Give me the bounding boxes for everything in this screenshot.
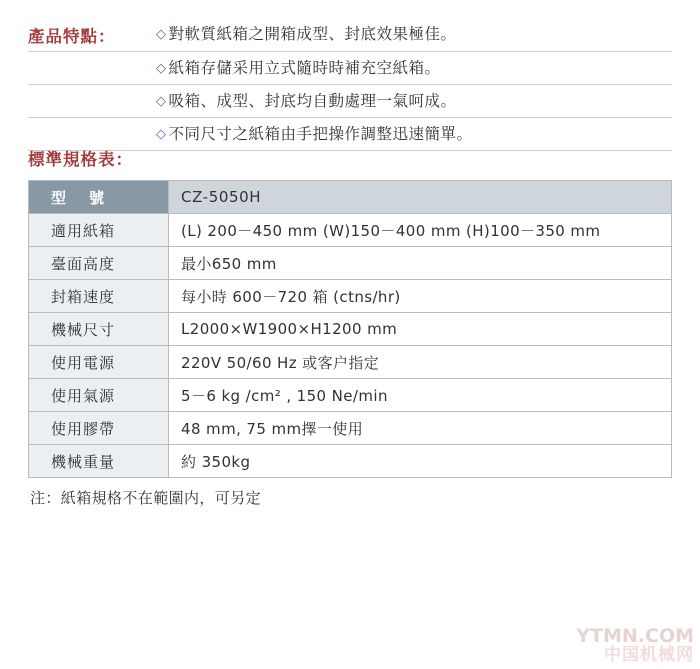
spec-label: 型 號 xyxy=(29,181,169,214)
watermark xyxy=(576,627,694,665)
feature-row xyxy=(28,85,672,118)
spec-value: 48 mm, 75 mm擇一使用 xyxy=(169,412,672,445)
spec-label: 機械重量 xyxy=(29,445,169,478)
product-features-block xyxy=(28,18,672,151)
table-row xyxy=(29,247,672,280)
feature-item-text xyxy=(156,23,457,46)
spec-label: 封箱速度 xyxy=(29,280,169,313)
watermark-site-name-cn: 中国机械网 xyxy=(604,645,694,666)
spec-value: 220V 50/60 Hz 或客户指定 xyxy=(169,346,672,379)
spec-table xyxy=(28,180,672,478)
diamond-bullet-icon: ◇ xyxy=(156,61,167,76)
table-row xyxy=(29,379,672,412)
feature-item-text xyxy=(156,57,441,80)
feature-item-label: 紙箱存儲采用立式隨時時補充空紙箱。 xyxy=(168,59,441,77)
spec-value: (L) 200－450 mm (W)150－400 mm (H)100－350 mm xyxy=(169,214,672,247)
feature-item-label: 不同尺寸之紙箱由手把操作調整迅速簡單。 xyxy=(168,125,473,143)
features-title: 產品特點： xyxy=(28,27,116,46)
feature-item-label: 對軟質紙箱之開箱成型、封底效果極佳。 xyxy=(168,25,457,43)
spec-label: 適用紙箱 xyxy=(29,214,169,247)
diamond-bullet-icon: ◇ xyxy=(156,127,167,142)
spec-label: 使用膠帶 xyxy=(29,412,169,445)
spec-label: 使用電源 xyxy=(29,346,169,379)
spec-label: 機械尺寸 xyxy=(29,313,169,346)
table-row xyxy=(29,280,672,313)
table-row xyxy=(29,181,672,214)
spec-label: 使用氣源 xyxy=(29,379,169,412)
spec-value: L2000×W1900×H1200 mm xyxy=(169,313,672,346)
spec-value: 約 350kg xyxy=(169,445,672,478)
feature-item-label: 吸箱、成型、封底均自動處理一氣呵成。 xyxy=(168,92,457,110)
diamond-bullet-icon: ◇ xyxy=(156,27,167,42)
table-row xyxy=(29,313,672,346)
spec-label: 臺面高度 xyxy=(29,247,169,280)
table-row xyxy=(29,214,672,247)
feature-item-text xyxy=(156,90,457,113)
spec-note: 注：紙箱規格不在範圍内，可另定 xyxy=(30,489,262,507)
spec-table-heading: 標準規格表： xyxy=(28,150,133,169)
watermark-site-name: YTMN.COM xyxy=(576,625,694,648)
table-row xyxy=(29,445,672,478)
spec-value: 每小時 600－720 箱 (ctns/hr) xyxy=(169,280,672,313)
diamond-bullet-icon: ◇ xyxy=(156,94,167,109)
feature-item-text xyxy=(156,123,473,146)
spec-value: CZ-5050H xyxy=(169,181,672,214)
spec-value: 最小650 mm xyxy=(169,247,672,280)
table-row xyxy=(29,412,672,445)
table-row xyxy=(29,346,672,379)
spec-value: 5－6 kg /cm² , 150 Ne/min xyxy=(169,379,672,412)
feature-row xyxy=(28,52,672,85)
feature-row xyxy=(28,18,672,52)
